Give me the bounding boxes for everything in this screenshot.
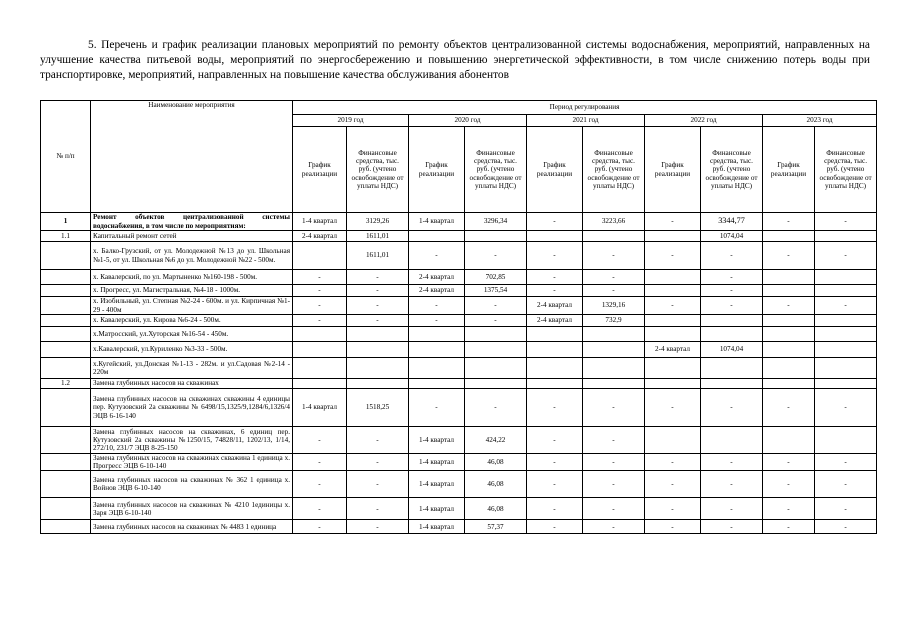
schedule-cell: -	[763, 389, 815, 427]
table-row	[41, 327, 877, 342]
finance-cell: 1074,04	[701, 342, 763, 358]
table-row	[41, 297, 877, 315]
schedule-cell: -	[763, 213, 815, 231]
finance-cell: 424,22	[465, 427, 527, 454]
row-name: х. Кавалерский, ул. Кирова №6-24 - 500м.	[91, 315, 293, 327]
schedule-cell: -	[645, 471, 701, 498]
schedule-cell: -	[409, 242, 465, 270]
finance-cell	[815, 315, 877, 327]
schedule-cell: -	[763, 242, 815, 270]
schedule-cell: -	[527, 471, 583, 498]
schedule-cell	[645, 315, 701, 327]
finance-cell	[815, 327, 877, 342]
schedule-cell	[763, 231, 815, 242]
finance-cell	[701, 379, 763, 389]
schedule-cell	[645, 285, 701, 297]
finance-cell	[701, 427, 763, 454]
table-row	[41, 520, 877, 534]
schedule-cell	[409, 342, 465, 358]
schedule-cell	[763, 285, 815, 297]
sub-finance: Финансовые средства, тыс. руб. (учтено освобождение от уплаты НДС)	[583, 127, 645, 213]
finance-cell: -	[583, 520, 645, 534]
finance-cell: -	[701, 297, 763, 315]
finance-cell	[465, 358, 527, 379]
table-row	[41, 242, 877, 270]
schedule-cell: -	[293, 315, 347, 327]
schedule-cell: 2-4 квартал	[527, 297, 583, 315]
schedule-cell	[409, 358, 465, 379]
finance-cell: -	[815, 213, 877, 231]
schedule-cell: -	[527, 520, 583, 534]
finance-cell: -	[815, 389, 877, 427]
finance-cell: 732,9	[583, 315, 645, 327]
sub-schedule: График реализации	[409, 127, 465, 213]
finance-cell: -	[347, 498, 409, 520]
finance-cell: -	[347, 315, 409, 327]
table-row	[41, 454, 877, 471]
row-number	[41, 454, 91, 471]
finance-cell: -	[701, 242, 763, 270]
section-heading: 5. Перечень и график реализации плановых мероприятий по ремонту объектов централизованной системы водоснабжения, мероприятий, направленных на улучшение качества питьевой воды, мероприятий по энергосбережению и повышению энергетической эффективности, в том числе снижению потерь воды при транспортировке, мероприятий, направленных на повышение качества обслуживания абонентов	[40, 39, 870, 81]
finance-cell: -	[815, 471, 877, 498]
header-year-2020: 2020 год	[409, 115, 527, 127]
row-name: Замена глубинных насосов на скважинах, 6 единиц пер. Кутузовский 2а скважины №1250/15, 74828/11, 1202/13, 1/14, 272/10, 231/7 ЭЦВ 8-25-150	[91, 427, 293, 454]
schedule-cell	[645, 327, 701, 342]
finance-cell: -	[347, 297, 409, 315]
row-name: Замена глубинных насосов на скважинах № 362 1 единица х. Войнов ЭЦВ 6-10-140	[91, 471, 293, 498]
finance-cell: -	[583, 427, 645, 454]
finance-cell: 46,08	[465, 471, 527, 498]
finance-cell: 46,08	[465, 498, 527, 520]
finance-cell	[815, 270, 877, 285]
schedule-cell: 2-4 квартал	[293, 231, 347, 242]
finance-cell: -	[583, 389, 645, 427]
finance-cell: -	[815, 498, 877, 520]
schedule-cell: -	[409, 315, 465, 327]
header-period: Период регулирования	[293, 101, 877, 115]
finance-cell: 3129,26	[347, 213, 409, 231]
finance-cell: -	[347, 285, 409, 297]
finance-cell: 57,37	[465, 520, 527, 534]
schedule-cell: -	[293, 297, 347, 315]
row-name: х.Матросский, ул.Хуторская №16-54 - 450м.	[91, 327, 293, 342]
row-number	[41, 358, 91, 379]
schedule-cell: -	[527, 285, 583, 297]
schedule-cell	[293, 379, 347, 389]
schedule-cell	[763, 315, 815, 327]
table-row	[41, 427, 877, 454]
schedule-cell	[645, 427, 701, 454]
row-name: х. Изобильный, ул. Степная №2-24 - 600м. и ул. Кирпичная №1-29 - 400м	[91, 297, 293, 315]
finance-cell: 3296,34	[465, 213, 527, 231]
finance-cell: -	[465, 389, 527, 427]
header-year-2019: 2019 год	[293, 115, 409, 127]
table-row	[41, 315, 877, 327]
schedule-cell	[409, 231, 465, 242]
schedule-cell	[763, 379, 815, 389]
finance-cell: 1611,01	[347, 231, 409, 242]
finance-cell: 46,08	[465, 454, 527, 471]
finance-cell	[583, 231, 645, 242]
finance-cell: -	[583, 285, 645, 297]
schedule-cell: -	[527, 454, 583, 471]
sub-schedule: График реализации	[293, 127, 347, 213]
schedule-cell: 2-4 квартал	[409, 270, 465, 285]
table-row	[41, 358, 877, 379]
schedule-cell: 1-4 квартал	[409, 213, 465, 231]
finance-cell	[815, 379, 877, 389]
row-number	[41, 520, 91, 534]
row-number	[41, 327, 91, 342]
table-row	[41, 231, 877, 242]
finance-cell: -	[701, 389, 763, 427]
table-row	[41, 498, 877, 520]
sub-schedule: График реализации	[645, 127, 701, 213]
row-name: Ремонт объектов централизованной системы водоснабжения, в том числе по мероприятиям:	[91, 213, 293, 231]
row-number	[41, 342, 91, 358]
schedule-cell: -	[763, 498, 815, 520]
finance-cell	[583, 358, 645, 379]
table-row	[41, 213, 877, 231]
finance-cell	[347, 379, 409, 389]
table-row	[41, 389, 877, 427]
schedule-cell: 1-4 квартал	[293, 389, 347, 427]
finance-cell: -	[465, 315, 527, 327]
header-name: Наименование мероприятия	[91, 101, 293, 213]
finance-cell	[465, 327, 527, 342]
finance-cell	[465, 379, 527, 389]
header-num: № п/п	[41, 101, 91, 213]
finance-cell	[465, 231, 527, 242]
schedule-cell: -	[527, 270, 583, 285]
plan-table	[40, 100, 877, 534]
schedule-cell: 2-4 квартал	[527, 315, 583, 327]
finance-cell: 1074,04	[701, 231, 763, 242]
finance-cell	[347, 342, 409, 358]
finance-cell	[701, 327, 763, 342]
header-year-2023: 2023 год	[763, 115, 877, 127]
schedule-cell: -	[645, 242, 701, 270]
schedule-cell	[527, 327, 583, 342]
row-number: 1	[41, 213, 91, 231]
schedule-cell: 2-4 квартал	[409, 285, 465, 297]
schedule-cell	[409, 327, 465, 342]
table-row	[41, 379, 877, 389]
schedule-cell: -	[763, 471, 815, 498]
schedule-cell	[763, 342, 815, 358]
schedule-cell	[645, 231, 701, 242]
schedule-cell: -	[293, 520, 347, 534]
schedule-cell: -	[527, 498, 583, 520]
finance-cell	[347, 327, 409, 342]
schedule-cell: -	[293, 454, 347, 471]
finance-cell: -	[815, 454, 877, 471]
row-number: 1.2	[41, 379, 91, 389]
schedule-cell: 1-4 квартал	[409, 498, 465, 520]
row-name: Замена глубинных насосов на скважинах скважины 4 единицы пер. Кутузовский 2а скважины № 6498/15,1325/9,1284/6,1326/4 ЭЦВ 6-16-140	[91, 389, 293, 427]
row-number: 1.1	[41, 231, 91, 242]
schedule-cell	[527, 379, 583, 389]
table-row	[41, 285, 877, 297]
finance-cell: -	[701, 520, 763, 534]
schedule-cell: 1-4 квартал	[293, 213, 347, 231]
schedule-cell	[763, 358, 815, 379]
schedule-cell: -	[645, 297, 701, 315]
schedule-cell	[763, 427, 815, 454]
finance-cell: -	[347, 471, 409, 498]
finance-cell	[815, 285, 877, 297]
schedule-cell: -	[293, 270, 347, 285]
row-name: х. Кавалерский, по ул. Мартыненко №160-198 - 500м.	[91, 270, 293, 285]
schedule-cell	[645, 379, 701, 389]
row-name: Замена глубинных насосов на скважинах	[91, 379, 293, 389]
finance-cell: -	[583, 242, 645, 270]
finance-cell: -	[583, 454, 645, 471]
finance-cell: -	[465, 242, 527, 270]
finance-cell	[815, 342, 877, 358]
schedule-cell	[527, 231, 583, 242]
schedule-cell	[645, 270, 701, 285]
row-number	[41, 285, 91, 297]
finance-cell: -	[701, 471, 763, 498]
finance-cell: -	[583, 471, 645, 498]
schedule-cell: -	[409, 297, 465, 315]
row-number	[41, 471, 91, 498]
schedule-cell: -	[527, 213, 583, 231]
finance-cell	[815, 358, 877, 379]
finance-cell: 1329,16	[583, 297, 645, 315]
schedule-cell	[645, 358, 701, 379]
finance-cell: -	[701, 270, 763, 285]
finance-cell: -	[815, 242, 877, 270]
sub-finance: Финансовые средства, тыс. руб. (учтено освобождение от уплаты НДС)	[815, 127, 877, 213]
schedule-cell: -	[645, 520, 701, 534]
finance-cell: 3223,66	[583, 213, 645, 231]
row-number	[41, 242, 91, 270]
row-name: Замена глубинных насосов на скважинах № 4210 1единицы х. Заря ЭЦВ 6-10-140	[91, 498, 293, 520]
finance-cell: -	[583, 498, 645, 520]
schedule-cell: -	[645, 498, 701, 520]
finance-cell	[815, 231, 877, 242]
row-number	[41, 297, 91, 315]
table-body	[41, 213, 877, 534]
finance-cell	[347, 358, 409, 379]
sub-finance: Финансовые средства, тыс. руб. (учтено освобождение от уплаты НДС)	[347, 127, 409, 213]
finance-cell: -	[701, 498, 763, 520]
schedule-cell: -	[763, 297, 815, 315]
row-name: х.Кугейский, ул.Донская №1-13 - 282м. и ул.Садовая №2-14 - 220м	[91, 358, 293, 379]
finance-cell: -	[701, 454, 763, 471]
schedule-cell: 2-4 квартал	[645, 342, 701, 358]
sub-schedule: График реализации	[527, 127, 583, 213]
finance-cell: -	[347, 454, 409, 471]
finance-cell	[701, 315, 763, 327]
schedule-cell	[763, 270, 815, 285]
schedule-cell: -	[293, 471, 347, 498]
schedule-cell	[293, 358, 347, 379]
row-number	[41, 270, 91, 285]
schedule-cell	[293, 327, 347, 342]
finance-cell: 3344,77	[701, 213, 763, 231]
schedule-cell: -	[527, 242, 583, 270]
schedule-cell: -	[293, 427, 347, 454]
finance-cell: -	[465, 297, 527, 315]
finance-cell: 1518,25	[347, 389, 409, 427]
schedule-cell	[527, 342, 583, 358]
table-row	[41, 270, 877, 285]
table-row	[41, 342, 877, 358]
sub-finance: Финансовые средства, тыс. руб. (учтено освобождение от уплаты НДС)	[465, 127, 527, 213]
finance-cell	[815, 427, 877, 454]
row-name: х. Прогресс, ул. Магистральная, №4-18 - 1000м.	[91, 285, 293, 297]
finance-cell	[701, 358, 763, 379]
row-name: Замена глубинных насосов на скважинах № 4483 1 единица	[91, 520, 293, 534]
schedule-cell: -	[527, 389, 583, 427]
finance-cell	[465, 342, 527, 358]
finance-cell: -	[583, 270, 645, 285]
schedule-cell: -	[293, 285, 347, 297]
schedule-cell: -	[527, 427, 583, 454]
row-number	[41, 498, 91, 520]
schedule-cell: 1-4 квартал	[409, 454, 465, 471]
finance-cell: 702,85	[465, 270, 527, 285]
sub-schedule: График реализации	[763, 127, 815, 213]
schedule-cell	[293, 342, 347, 358]
schedule-cell	[527, 358, 583, 379]
finance-cell	[583, 327, 645, 342]
finance-cell: -	[347, 520, 409, 534]
finance-cell: -	[347, 427, 409, 454]
row-name: х.Кавалерский, ул.Куриленко №3-33 - 500м.	[91, 342, 293, 358]
schedule-cell: -	[763, 520, 815, 534]
row-name: х. Балко-Грузский, от ул. Молодежной №13 до ул. Школьная №1-5, от ул. Школьная №6 до ул. Молодежной №22 - 500м.	[91, 242, 293, 270]
sub-finance: Финансовые средства, тыс. руб. (учтено освобождение от уплаты НДС)	[701, 127, 763, 213]
table-row	[41, 471, 877, 498]
finance-cell: -	[347, 270, 409, 285]
row-number	[41, 389, 91, 427]
finance-cell: -	[815, 520, 877, 534]
finance-cell: -	[815, 297, 877, 315]
schedule-cell: -	[645, 389, 701, 427]
finance-cell	[583, 379, 645, 389]
schedule-cell: 1-4 квартал	[409, 471, 465, 498]
row-name: Замена глубинных насосов на скважинах скважина 1 единица х. Прогресс ЭЦВ 6-10-140	[91, 454, 293, 471]
header-year-2022: 2022 год	[645, 115, 763, 127]
schedule-cell: -	[645, 454, 701, 471]
row-number	[41, 427, 91, 454]
schedule-cell	[293, 242, 347, 270]
header-year-2021: 2021 год	[527, 115, 645, 127]
finance-cell: -	[701, 285, 763, 297]
schedule-cell: -	[645, 213, 701, 231]
schedule-cell: -	[293, 498, 347, 520]
finance-cell: 1611,01	[347, 242, 409, 270]
finance-cell: 1375,54	[465, 285, 527, 297]
row-name: Капитальный ремонт сетей	[91, 231, 293, 242]
schedule-cell: -	[409, 389, 465, 427]
schedule-cell	[409, 379, 465, 389]
schedule-cell: -	[763, 454, 815, 471]
schedule-cell	[763, 327, 815, 342]
row-number	[41, 315, 91, 327]
finance-cell	[583, 342, 645, 358]
schedule-cell: 1-4 квартал	[409, 520, 465, 534]
schedule-cell: 1-4 квартал	[409, 427, 465, 454]
